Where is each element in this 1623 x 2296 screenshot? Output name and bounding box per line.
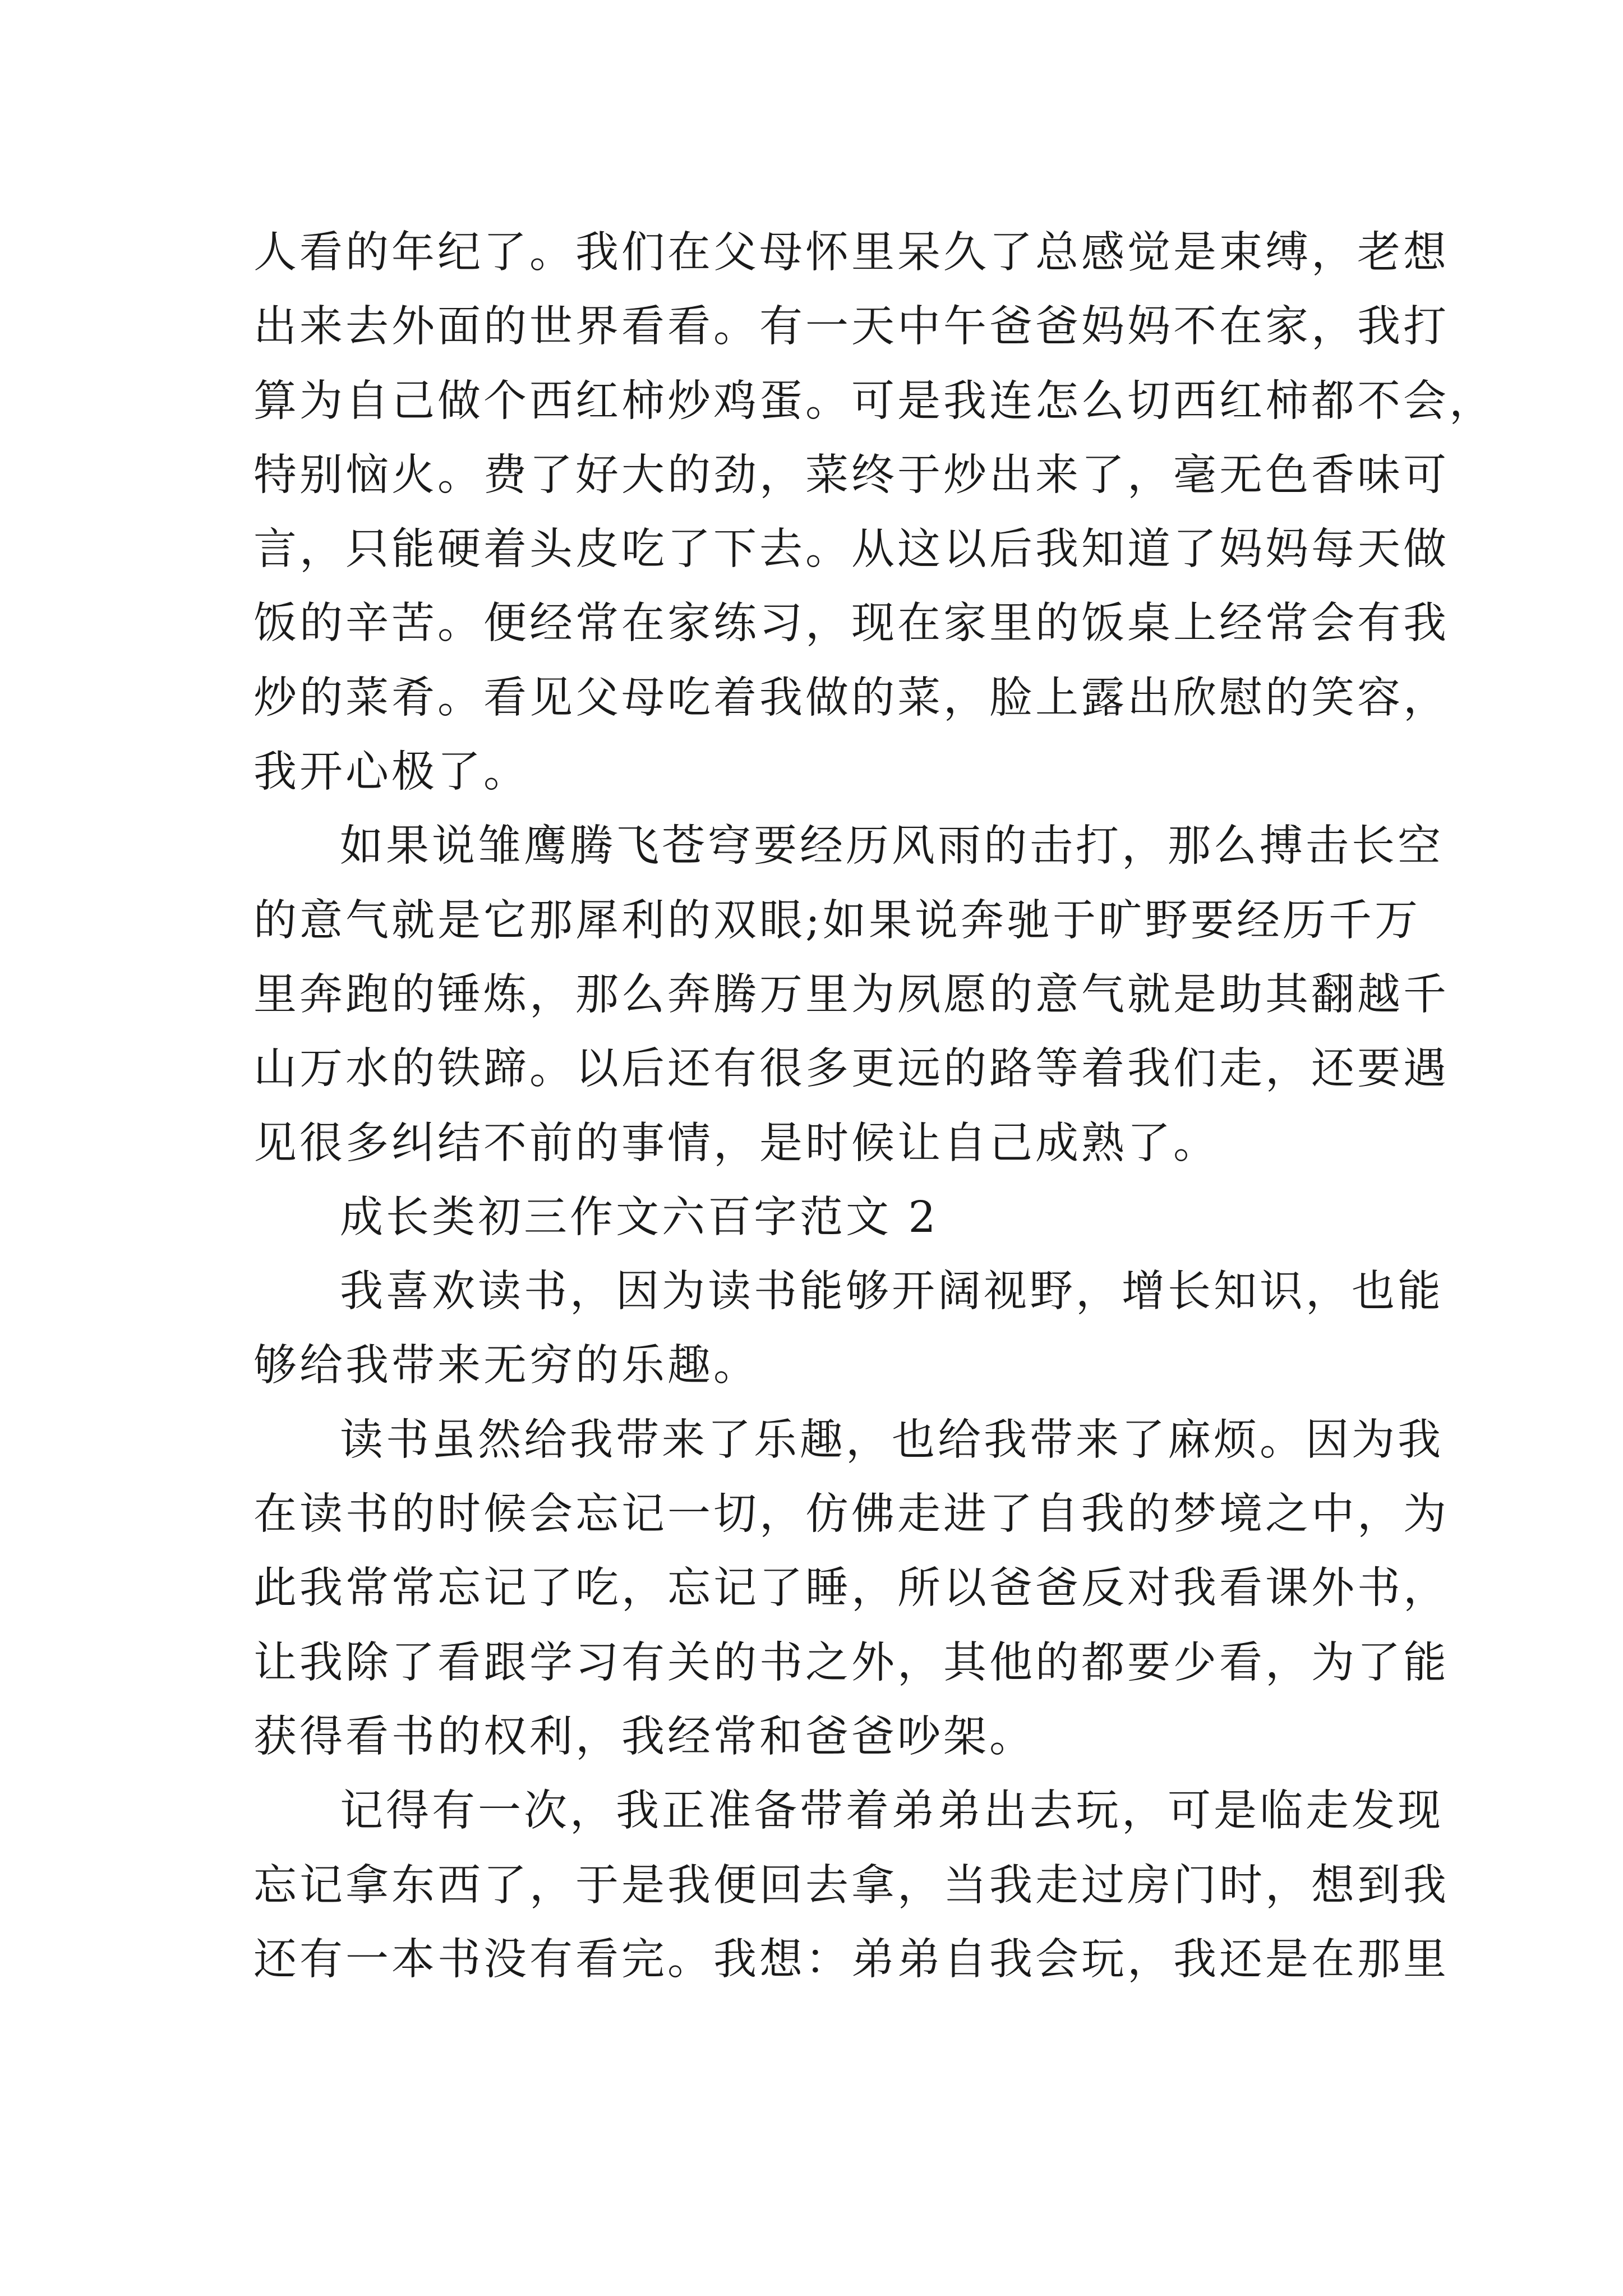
text-line: 记得有一次，我正准备带着弟弟出去玩，可是临走发现 (340, 1786, 1444, 1837)
text-line: 里奔跑的锤炼，那么奔腾万里为夙愿的意气就是助其翻越千 (253, 969, 1449, 1020)
text-line: 让我除了看跟学习有关的书之外，其他的都要少看，为了能 (253, 1637, 1449, 1688)
text-line: 此我常常忘记了吃，忘记了睡，所以爸爸反对我看课外书， (253, 1563, 1449, 1614)
text-line: 见很多纠结不前的事情，是时候让自己成熟了。 (253, 1118, 1219, 1168)
body-text (253, 216, 1495, 1997)
text-line: 炒的菜肴。看见父母吃着我做的菜，脸上露出欣慰的笑容， (253, 673, 1449, 723)
text-line: 够给我带来无穷的乐趣。 (253, 1341, 759, 1391)
text-line: 成长类初三作文六百字范文 2 (340, 1192, 939, 1243)
text-line: 算为自己做个西红柿炒鸡蛋。可是我连怎么切西红柿都不会， (253, 376, 1495, 426)
text-line: 特别恼火。费了好大的劲，菜终于炒出来了，毫无色香味可 (253, 450, 1449, 500)
text-line: 出来去外面的世界看看。有一天中午爸爸妈妈不在家，我打 (253, 302, 1449, 352)
text-line: 读书虽然给我带来了乐趣，也给我带来了麻烦。因为我 (340, 1415, 1444, 1465)
text-line: 人看的年纪了。我们在父母怀里呆久了总感觉是束缚，老想 (253, 228, 1449, 278)
text-line: 山万水的铁蹄。以后还有很多更远的路等着我们走，还要遇 (253, 1044, 1449, 1094)
text-line: 我喜欢读书，因为读书能够开阔视野，增长知识，也能 (340, 1267, 1444, 1317)
text-line: 言，只能硬着头皮吃了下去。从这以后我知道了妈妈每天做 (253, 524, 1449, 575)
text-line: 忘记拿东西了，于是我便回去拿，当我走过房门时，想到我 (253, 1860, 1449, 1911)
text-line: 在读书的时候会忘记一切，仿佛走进了自我的梦境之中，为 (253, 1489, 1449, 1540)
text-line: 还有一本书没有看完。我想：弟弟自我会玩，我还是在那里 (253, 1934, 1449, 1985)
text-line: 我开心极了。 (253, 747, 529, 798)
text-line: 如果说雏鹰腾飞苍穹要经历风雨的击打，那么搏击长空 (340, 821, 1444, 872)
text-line: 获得看书的权利，我经常和爸爸吵架。 (253, 1711, 1035, 1762)
text-line: 的意气就是它那犀利的双眼;如果说奔驰于旷野要经历千万 (253, 895, 1421, 946)
text-line: 饭的辛苦。便经常在家练习，现在家里的饭桌上经常会有我 (253, 599, 1449, 649)
